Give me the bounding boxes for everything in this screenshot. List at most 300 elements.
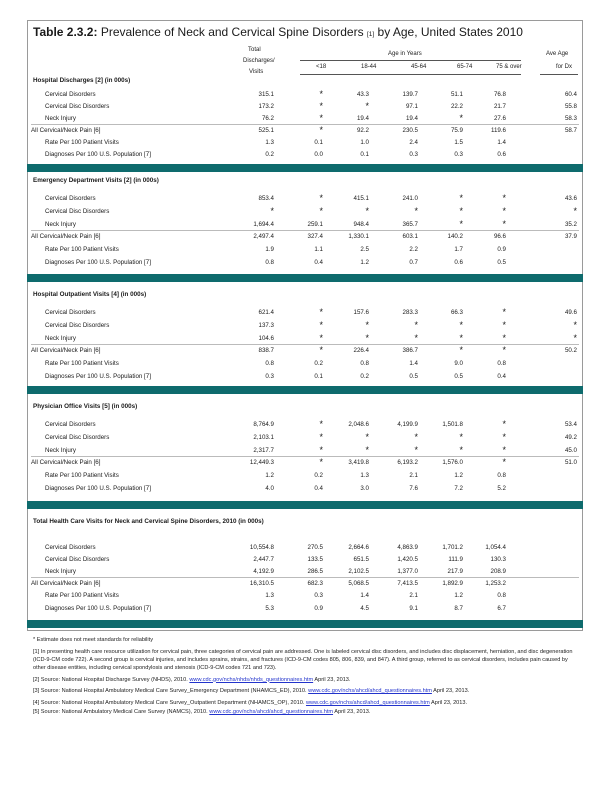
table-cell: 55.8	[564, 103, 577, 110]
table-cell: 4,863.9	[397, 544, 418, 551]
table-cell: 1.2	[454, 592, 463, 599]
table-cell: 66.3	[450, 309, 463, 316]
table-cell: 1,892.9	[442, 580, 463, 587]
footnote-2-date: April 23, 2013.	[313, 676, 351, 683]
title-main: Prevalence of Neck and Cervical Spine Disorders	[97, 25, 367, 39]
row-label: Cervical Disorders	[45, 91, 96, 98]
row-label: All Cervical/Neck Pain [6]	[31, 459, 101, 466]
table-cell: *	[459, 193, 463, 203]
table-cell: 2.5	[360, 246, 369, 253]
table-cell: *	[502, 320, 506, 330]
footnote-2	[33, 676, 578, 684]
row-label: Cervical Disorders	[45, 195, 96, 202]
row-label: Cervical Disc Disorders	[45, 322, 110, 329]
table-cell: *	[502, 307, 506, 317]
row-label: Diagnoses Per 100 U.S. Population [7]	[45, 259, 151, 266]
row-label: Cervical Disc Disorders	[45, 103, 110, 110]
row-label: Neck Injury	[45, 115, 76, 122]
table-cell: 0.0	[314, 151, 323, 158]
table-cell: 1,330.1	[348, 233, 369, 240]
table-cell: 1.2	[265, 472, 274, 479]
table-cell: *	[502, 333, 506, 343]
section-title: Hospital Outpatient Visits [4] (in 000s)	[33, 291, 147, 298]
table-cell: 283.3	[402, 309, 418, 316]
footnotes	[33, 636, 578, 720]
table-cell: 97.1	[405, 103, 418, 110]
table-row	[0, 360, 612, 370]
table-cell: 1.9	[265, 246, 274, 253]
table-cell: 43.6	[564, 195, 577, 202]
table-cell: 2.1	[409, 472, 418, 479]
table-cell: 8,764.9	[253, 421, 274, 428]
table-cell: 0.8	[360, 360, 369, 367]
table-row	[0, 233, 612, 243]
table-cell: 2,497.4	[253, 233, 274, 240]
table-row	[0, 556, 612, 566]
table-cell: 0.8	[265, 360, 274, 367]
table-cell: *	[270, 206, 274, 216]
table-cell: *	[319, 125, 323, 135]
table-cell: *	[319, 89, 323, 99]
table-cell: 1.4	[360, 592, 369, 599]
section-divider-bar	[27, 164, 583, 172]
table-cell: *	[502, 419, 506, 429]
table-cell: *	[414, 333, 418, 343]
table-cell: 603.1	[402, 233, 418, 240]
table-cell: 8.7	[454, 605, 463, 612]
header-age-underline	[300, 74, 521, 75]
table-cell: 0.1	[360, 151, 369, 158]
footnote-2-text: [2] Source: National Hospital Discharge Survey (NHDS), 2010.	[33, 676, 190, 683]
table-cell: *	[573, 333, 577, 343]
table-row	[0, 544, 612, 554]
table-cell: *	[365, 432, 369, 442]
table-row	[0, 309, 612, 319]
row-label: Neck Injury	[45, 568, 76, 575]
table-cell: 2.1	[409, 592, 418, 599]
table-cell: *	[502, 206, 506, 216]
table-cell: *	[319, 193, 323, 203]
footnote-4-link[interactable]: www.cdc.gov/nchs/ahcd/ahcd_questionnaires.htm	[305, 700, 430, 707]
table-cell: 111.9	[448, 556, 463, 563]
header-avg-age-2: for Dx	[556, 64, 573, 70]
title-note-ref: [1]	[366, 31, 375, 38]
table-row	[0, 434, 612, 444]
table-cell: 0.1	[314, 373, 323, 380]
table-cell: 7.6	[409, 485, 418, 492]
table-cell: 0.5	[409, 373, 418, 380]
table-cell: 948.4	[353, 221, 369, 228]
table-row	[0, 485, 612, 495]
table-cell: 4,192.9	[253, 568, 274, 575]
header-age-rule	[300, 60, 521, 61]
row-label: Rate Per 100 Patient Visits	[45, 360, 119, 367]
table-cell: 0.4	[314, 485, 323, 492]
table-cell: 37.9	[564, 233, 577, 240]
table-cell: 2,317.7	[253, 447, 274, 454]
table-cell: 1,694.4	[253, 221, 274, 228]
table-cell: 4,199.9	[397, 421, 418, 428]
table-cell: 119.6	[490, 127, 506, 134]
table-cell: 16,310.5	[249, 580, 274, 587]
table-cell: 104.6	[258, 335, 274, 342]
table-cell: *	[319, 457, 323, 467]
table-cell: 0.6	[454, 259, 463, 266]
table-cell: 0.2	[265, 151, 274, 158]
section-divider-bar	[27, 620, 583, 628]
header-total-1: Total	[248, 47, 261, 53]
table-cell: 43.3	[356, 91, 369, 98]
table-cell: 315.1	[258, 91, 274, 98]
table-row	[0, 421, 612, 431]
table-cell: 1.7	[454, 246, 463, 253]
table-cell: 76.8	[493, 91, 506, 98]
row-label: All Cervical/Neck Pain [6]	[31, 127, 101, 134]
row-label: Cervical Disc Disorders	[45, 556, 110, 563]
table-cell: 140.2	[447, 233, 463, 240]
footnote-3	[33, 687, 578, 695]
header-total-2: Discharges/	[243, 58, 275, 64]
row-label: Rate Per 100 Patient Visits	[45, 472, 119, 479]
table-cell: *	[319, 320, 323, 330]
table-title	[33, 25, 523, 39]
table-cell: *	[502, 432, 506, 442]
footnote-3-text: [3] Source: National Hospital Ambulatory Medical Care Survey_Emergency Department (NHAMCS_ED), 2010.	[33, 688, 309, 695]
table-cell: 1.3	[360, 472, 369, 479]
table-cell: 0.9	[497, 246, 506, 253]
table-row	[0, 322, 612, 332]
table-cell: *	[319, 113, 323, 123]
table-cell: 2.2	[409, 246, 418, 253]
header-age-group: Age in Years	[388, 51, 422, 57]
table-cell: 0.3	[409, 151, 418, 158]
header-avg-underline	[540, 74, 578, 75]
table-cell: 4.0	[265, 485, 274, 492]
table-cell: 1,054.4	[485, 544, 506, 551]
header-age-1: 18-44	[361, 64, 377, 70]
table-cell: *	[365, 101, 369, 111]
row-label: Rate Per 100 Patient Visits	[45, 246, 119, 253]
header-age-0: <18	[316, 64, 327, 70]
table-cell: 7.2	[454, 485, 463, 492]
table-cell: 1,576.0	[442, 459, 463, 466]
row-label: Diagnoses Per 100 U.S. Population [7]	[45, 151, 151, 158]
table-cell: 9.0	[454, 360, 463, 367]
table-cell: 50.2	[564, 347, 577, 354]
footnote-5-text: [5] Source: National Ambulatory Medical Care Survey (NAMCS), 2010.	[33, 709, 210, 716]
table-cell: 1,253.2	[485, 580, 506, 587]
table-cell: 217.9	[447, 568, 463, 575]
row-label: Diagnoses Per 100 U.S. Population [7]	[45, 373, 151, 380]
table-cell: 51.1	[450, 91, 463, 98]
table-cell: 1.2	[454, 472, 463, 479]
table-cell: *	[459, 206, 463, 216]
table-row	[0, 472, 612, 482]
table-cell: *	[319, 333, 323, 343]
header-age-3: 65-74	[457, 64, 473, 70]
table-cell: 0.4	[497, 373, 506, 380]
table-cell: 1,377.0	[397, 568, 418, 575]
table-cell: *	[459, 219, 463, 229]
table-cell: *	[414, 445, 418, 455]
table-cell: 133.5	[307, 556, 323, 563]
table-cell: *	[502, 457, 506, 467]
table-cell: 137.3	[258, 322, 274, 329]
header-total-3: Visits	[249, 69, 264, 75]
row-label: Cervical Disorders	[45, 309, 96, 316]
table-row	[0, 151, 612, 161]
table-cell: *	[502, 219, 506, 229]
table-cell: 9.1	[409, 605, 418, 612]
table-cell: 1.1	[314, 246, 323, 253]
table-cell: 1.4	[497, 139, 506, 146]
row-label: Neck Injury	[45, 335, 76, 342]
table-cell: 139.7	[402, 91, 418, 98]
table-row	[0, 139, 612, 149]
table-cell: *	[459, 113, 463, 123]
section-title: Physician Office Visits [5] (in 000s)	[33, 403, 138, 410]
table-cell: 1.5	[454, 139, 463, 146]
table-cell: 0.4	[314, 259, 323, 266]
table-cell: 2,103.1	[253, 434, 274, 441]
table-row	[0, 208, 612, 218]
table-cell: 0.8	[265, 259, 274, 266]
footnote-2-link[interactable]: www.cdc.gov/nchs/nhds/nhds_questionnaires.htm	[189, 676, 314, 683]
table-cell: *	[319, 307, 323, 317]
table-cell: 0.1	[314, 139, 323, 146]
row-label: Neck Injury	[45, 221, 76, 228]
table-cell: 2,664.6	[348, 544, 369, 551]
table-cell: *	[573, 206, 577, 216]
footnote-5-date: April 23, 2013.	[333, 709, 371, 716]
footnote-4-date: April 23, 2013.	[429, 700, 468, 707]
table-cell: 0.3	[454, 151, 463, 158]
table-cell: 1.3	[265, 592, 274, 599]
table-cell: 157.6	[353, 309, 369, 316]
table-cell: 0.8	[497, 592, 506, 599]
table-cell: 0.5	[497, 259, 506, 266]
table-cell: *	[365, 445, 369, 455]
section-divider-bar	[27, 386, 583, 394]
table-row	[0, 195, 612, 205]
table-cell: *	[459, 432, 463, 442]
table-cell: 0.7	[409, 259, 418, 266]
table-cell: 2,102.5	[348, 568, 369, 575]
table-cell: 3.0	[360, 485, 369, 492]
table-row	[0, 347, 612, 357]
footnote-3-link[interactable]: www.cdc.gov/nchs/ahcd/ahcd_questionnaires.htm	[308, 688, 432, 695]
row-label: Diagnoses Per 100 U.S. Population [7]	[45, 605, 151, 612]
table-cell: 76.2	[261, 115, 274, 122]
table-row	[0, 246, 612, 256]
row-label: All Cervical/Neck Pain [6]	[31, 233, 101, 240]
table-row	[0, 592, 612, 602]
table-cell: 96.6	[493, 233, 506, 240]
table-cell: *	[459, 345, 463, 355]
table-cell: 6,193.2	[397, 459, 418, 466]
table-cell: 2.4	[409, 139, 418, 146]
table-cell: 0.3	[314, 592, 323, 599]
table-cell: 0.2	[314, 472, 323, 479]
subtotal-rule	[31, 230, 579, 231]
table-cell: 1,701.2	[442, 544, 463, 551]
table-cell: *	[414, 206, 418, 216]
table-cell: 270.5	[307, 544, 323, 551]
table-cell: 60.4	[564, 91, 577, 98]
row-label: Rate Per 100 Patient Visits	[45, 139, 119, 146]
table-cell: *	[319, 419, 323, 429]
table-cell: 19.4	[356, 115, 369, 122]
table-number: Table 2.3.2:	[33, 25, 98, 39]
table-cell: 2,447.7	[253, 556, 274, 563]
row-label: Cervical Disc Disorders	[45, 434, 110, 441]
section-divider-bar	[27, 274, 583, 282]
table-cell: 5,068.5	[348, 580, 369, 587]
footnote-5-link[interactable]: www.cdc.gov/nchs/ahcd/ahcd_questionnaires.htm	[209, 709, 334, 716]
table-row	[0, 459, 612, 469]
table-cell: *	[319, 445, 323, 455]
table-cell: *	[365, 333, 369, 343]
table-cell: 19.4	[405, 115, 418, 122]
table-cell: 415.1	[353, 195, 369, 202]
table-row	[0, 373, 612, 383]
header-age-4: 75 & over	[496, 64, 522, 70]
header-avg-age-1: Ave Age	[546, 51, 569, 57]
table-cell: 1,420.5	[397, 556, 418, 563]
table-cell: 286.5	[307, 568, 323, 575]
table-cell: 75.9	[450, 127, 463, 134]
table-cell: *	[502, 193, 506, 203]
table-row	[0, 91, 612, 101]
table-row	[0, 580, 612, 590]
header-age-2: 45-64	[411, 64, 427, 70]
table-cell: 12,449.3	[249, 459, 274, 466]
table-cell: 525.1	[258, 127, 274, 134]
table-cell: *	[319, 345, 323, 355]
table-cell: 0.2	[314, 360, 323, 367]
table-cell: 651.5	[353, 556, 369, 563]
table-cell: 621.4	[258, 309, 274, 316]
table-row	[0, 259, 612, 269]
table-cell: *	[502, 445, 506, 455]
table-cell: 5.3	[265, 605, 274, 612]
table-cell: 173.2	[258, 103, 274, 110]
table-cell: 0.6	[497, 151, 506, 158]
table-cell: 49.6	[564, 309, 577, 316]
row-label: All Cervical/Neck Pain [6]	[31, 347, 101, 354]
table-cell: 58.7	[564, 127, 577, 134]
section-title: Emergency Department Visits [2] (in 000s)	[33, 177, 159, 184]
table-cell: 682.3	[307, 580, 323, 587]
table-cell: 230.5	[402, 127, 418, 134]
table-cell: 3,419.8	[348, 459, 369, 466]
table-cell: 130.3	[490, 556, 506, 563]
table-cell: *	[365, 320, 369, 330]
footnote-1: [1] In presenting health care resource utilization for cervical pain, three categories of cervical pain are addressed. One is labeled cervical disc disorders, and includes disc displacement, herniation, and disc degeneration (ICD-9-CM code 722). A second group is cervical injuries, and includes sprains, strains, and fractures (ICD-9-CM codes 805, 806, 839, and 847). A third group, referred to as cervical disorders, includes pain caused by other disease entities, including cervical spondylosis and stenosis (ICD-9-CM codes 721 and 723).	[33, 648, 573, 671]
row-label: Cervical Disc Disorders	[45, 208, 110, 215]
footnote-star: * Estimate does not meet standards for reliability	[33, 637, 154, 643]
table-row	[0, 103, 612, 113]
table-cell: 365.7	[402, 221, 418, 228]
table-cell: 1.4	[409, 360, 418, 367]
table-cell: 241.0	[402, 195, 418, 202]
table-cell: 10,554.8	[249, 544, 274, 551]
row-label: Diagnoses Per 100 U.S. Population [7]	[45, 485, 151, 492]
table-cell: 0.5	[454, 373, 463, 380]
subtotal-rule	[31, 577, 579, 578]
table-cell: 27.6	[493, 115, 506, 122]
table-cell: *	[319, 206, 323, 216]
table-cell: 853.4	[258, 195, 274, 202]
table-cell: 208.9	[490, 568, 506, 575]
table-cell: *	[414, 432, 418, 442]
table-cell: 0.3	[265, 373, 274, 380]
table-cell: 58.3	[564, 115, 577, 122]
table-cell: 6.7	[497, 605, 506, 612]
table-cell: *	[319, 101, 323, 111]
table-cell: 1,501.8	[442, 421, 463, 428]
table-cell: 7,413.5	[397, 580, 418, 587]
table-cell: 0.9	[314, 605, 323, 612]
table-cell: 327.4	[307, 233, 323, 240]
table-cell: 21.7	[493, 103, 506, 110]
table-cell: 5.2	[497, 485, 506, 492]
row-label: All Cervical/Neck Pain [6]	[31, 580, 101, 587]
row-label: Cervical Disorders	[45, 544, 96, 551]
footnote-4-text: [4] Source: National Hospital Ambulatory Medical Care Survey_Outpatient Department (NHAMCS_OP), 2010.	[33, 700, 306, 707]
row-label: Cervical Disorders	[45, 421, 96, 428]
table-cell: *	[459, 320, 463, 330]
table-cell: 22.2	[450, 103, 463, 110]
table-cell: 1.2	[360, 259, 369, 266]
table-cell: 259.1	[307, 221, 323, 228]
table-cell: 1.3	[265, 139, 274, 146]
table-cell: 386.7	[402, 347, 418, 354]
table-cell: *	[502, 345, 506, 355]
table-cell: *	[573, 320, 577, 330]
table-cell: 0.2	[360, 373, 369, 380]
table-cell: 2,048.6	[348, 421, 369, 428]
section-title: Total Health Care Visits for Neck and Cervical Spine Disorders, 2010 (in 000s)	[33, 518, 264, 525]
table-cell: 92.2	[356, 127, 369, 134]
title-suffix: by Age, United States 2010	[374, 25, 523, 39]
table-cell: 35.2	[564, 221, 577, 228]
section-title: Hospital Discharges [2] (in 000s)	[33, 77, 131, 84]
table-cell: *	[365, 206, 369, 216]
table-cell: 226.4	[353, 347, 369, 354]
table-cell: 53.4	[564, 421, 577, 428]
table-cell: *	[414, 320, 418, 330]
table-cell: 45.0	[564, 447, 577, 454]
table-cell: 0.8	[497, 472, 506, 479]
row-label: Rate Per 100 Patient Visits	[45, 592, 119, 599]
table-row	[0, 605, 612, 615]
table-cell: *	[319, 432, 323, 442]
footnote-4	[33, 699, 578, 707]
table-cell: 49.2	[564, 434, 577, 441]
footnote-3-date: April 23, 2013.	[431, 688, 470, 695]
table-cell: 1.0	[360, 139, 369, 146]
table-cell: 0.8	[497, 360, 506, 367]
footnote-5	[33, 708, 578, 716]
section-divider-bar	[27, 501, 583, 509]
table-cell: 51.0	[564, 459, 577, 466]
table-cell: 838.7	[258, 347, 274, 354]
table-cell: *	[459, 333, 463, 343]
row-label: Neck Injury	[45, 447, 76, 454]
table-cell: *	[459, 445, 463, 455]
table-row	[0, 127, 612, 137]
